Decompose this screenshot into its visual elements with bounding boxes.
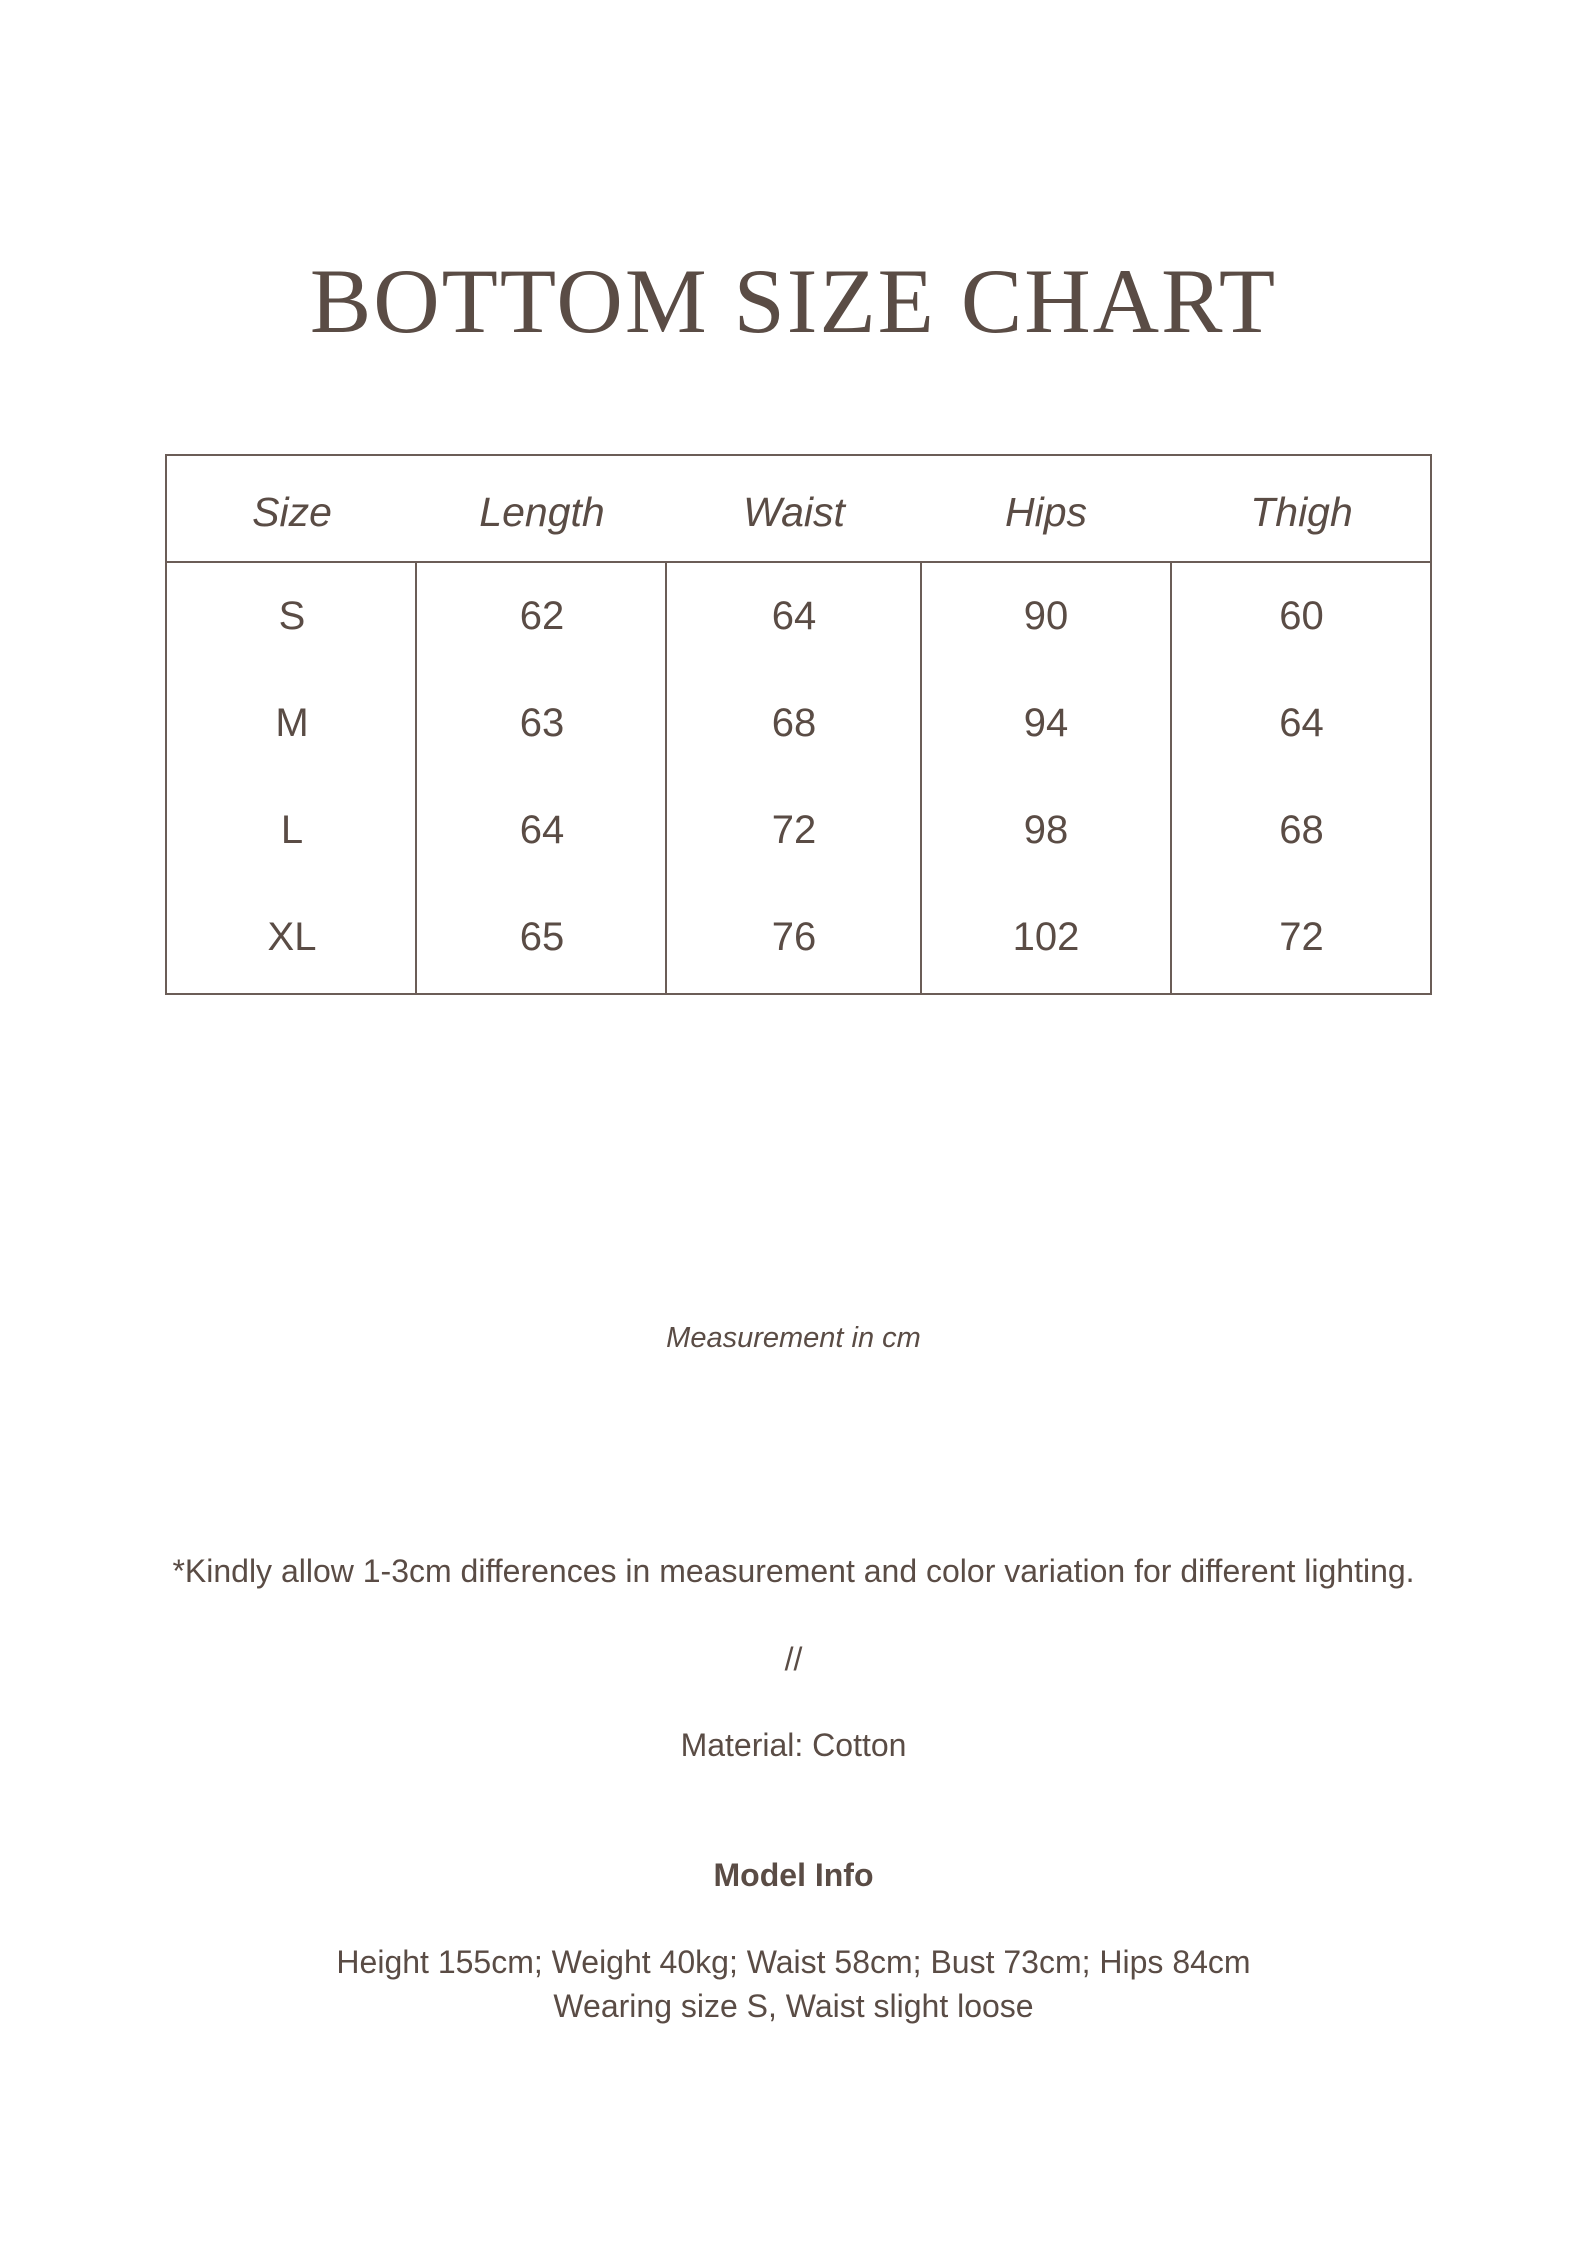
cell-length: 63	[519, 701, 565, 745]
cell-size: M	[275, 701, 309, 745]
separator: //	[784, 1641, 803, 1677]
cell-length: 64	[519, 808, 565, 852]
cell-waist: 64	[771, 594, 817, 638]
cell-hips: 102	[1012, 915, 1080, 959]
cell-waist: 76	[771, 915, 817, 959]
cell-hips: 90	[1023, 594, 1069, 638]
cell-length: 65	[519, 915, 565, 959]
model-info-heading: Model Info	[713, 1857, 874, 1893]
cell-thigh: 72	[1279, 915, 1324, 959]
header-length: Length	[479, 489, 605, 535]
model-wearing-size: Wearing size S, Waist slight loose	[553, 1988, 1034, 2024]
cell-waist: 68	[771, 701, 817, 745]
unit-note: Measurement in cm	[666, 1322, 921, 1354]
material-text: Material: Cotton	[680, 1727, 907, 1763]
cell-size: L	[280, 808, 304, 852]
header-thigh: Thigh	[1250, 489, 1353, 535]
cell-size: XL	[267, 915, 317, 959]
cell-hips: 98	[1023, 808, 1069, 852]
header-hips: Hips	[1004, 489, 1088, 535]
header-waist: Waist	[743, 489, 845, 535]
model-measurements: Height 155cm; Weight 40kg; Waist 58cm; Bust 73cm; Hips 84cm	[336, 1944, 1251, 1980]
cell-hips: 94	[1023, 701, 1069, 745]
header-size: Size	[252, 489, 332, 535]
cell-thigh: 68	[1279, 808, 1324, 852]
disclaimer-text: *Kindly allow 1-3cm differences in measurement and color variation for different lighting.	[172, 1553, 1415, 1589]
cell-length: 62	[519, 594, 565, 638]
cell-size: S	[278, 594, 306, 638]
cell-waist: 72	[771, 808, 817, 852]
cell-thigh: 60	[1279, 594, 1324, 638]
page-title: BOTTOM SIZE CHART	[309, 250, 1278, 352]
size-table	[165, 454, 1432, 995]
table-header-row	[167, 456, 1430, 563]
cell-thigh: 64	[1279, 701, 1324, 745]
